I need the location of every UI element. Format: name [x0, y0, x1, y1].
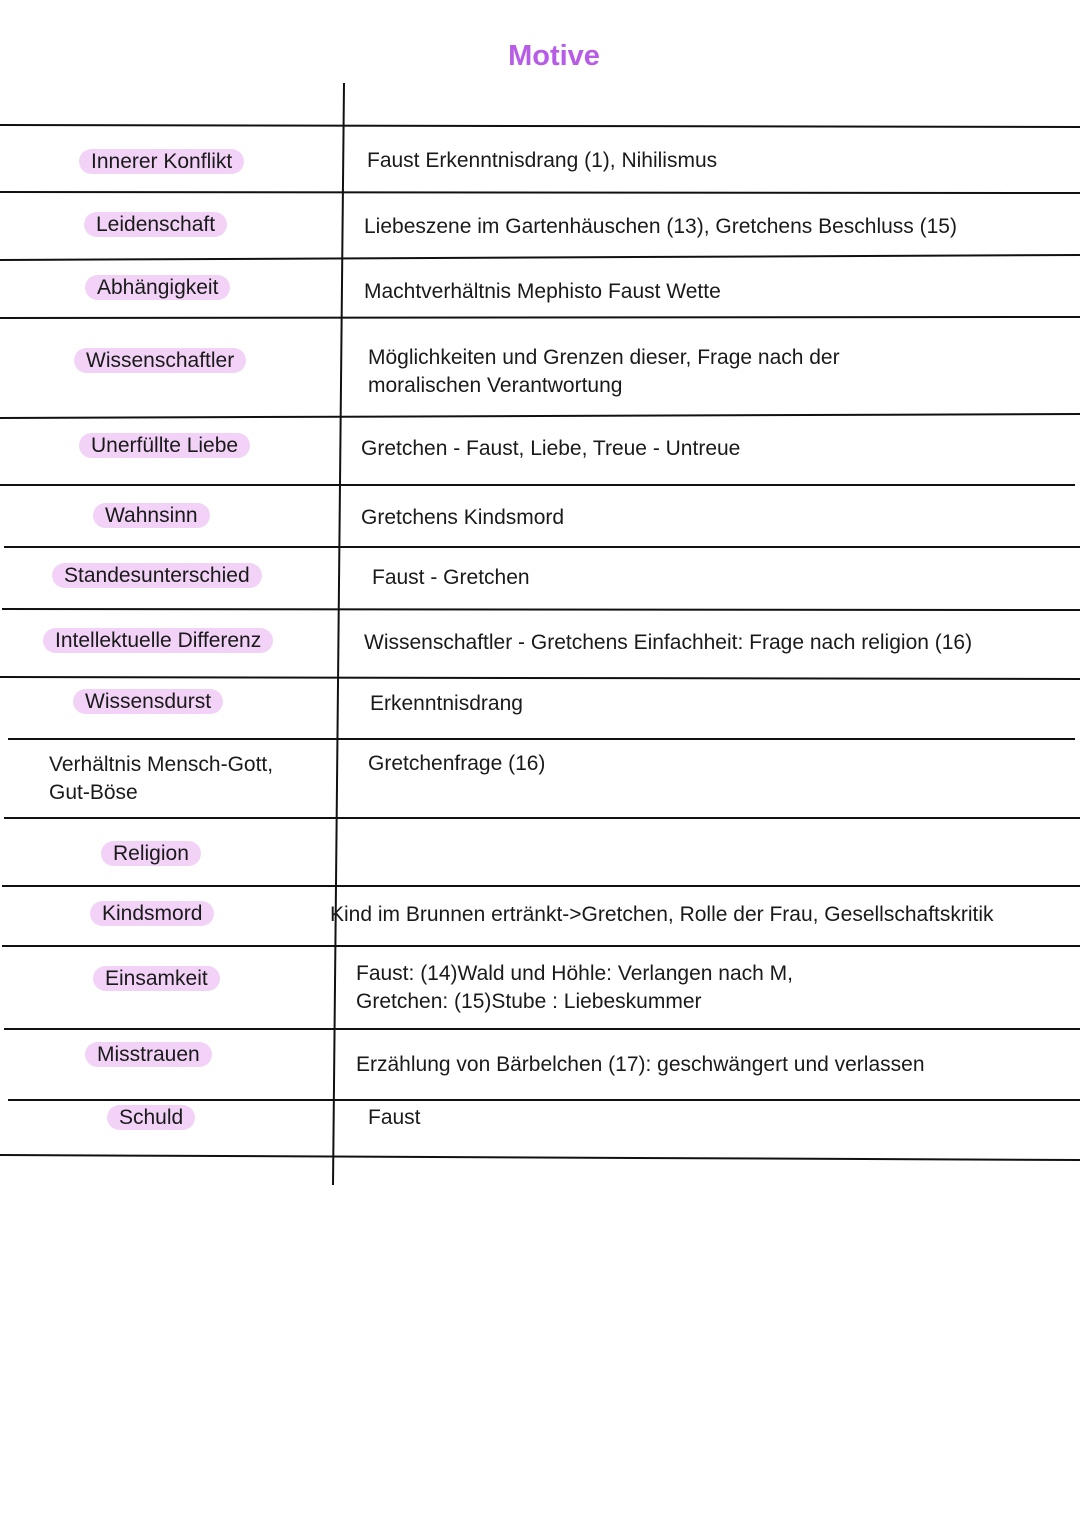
- motive-label: Leidenschaft: [84, 211, 227, 239]
- motive-label: Standesunterschied: [52, 562, 262, 590]
- motive-description-line2: Gretchen: (15)Stube : Liebeskummer: [356, 990, 702, 1013]
- motive-description: Faust: [368, 1106, 421, 1129]
- motive-description: Erkenntnisdrang: [370, 692, 523, 715]
- row-divider: [0, 677, 1080, 679]
- motive-description: Erzählung von Bärbelchen (17): geschwängert und verlassen: [356, 1053, 925, 1076]
- row-divider: [0, 317, 1080, 318]
- row-divider: [0, 1155, 1080, 1160]
- motive-description: Machtverhältnis Mephisto Faust Wette: [364, 280, 721, 303]
- motive-description: Kind im Brunnen ertränkt->Gretchen, Rolle der Frau, Gesellschaftskritik: [330, 903, 994, 926]
- motive-label: Wahnsinn: [93, 502, 210, 530]
- motive-label-line2: Gut-Böse: [49, 781, 138, 804]
- motive-label: Unerfüllte Liebe: [79, 432, 250, 460]
- row-divider: [0, 414, 1080, 418]
- row-divider: [0, 192, 1080, 193]
- motive-label: Abhängigkeit: [85, 274, 230, 302]
- motive-description: Faust Erkenntnisdrang (1), Nihilismus: [367, 149, 718, 172]
- column-divider: [333, 83, 344, 1185]
- motive-description: Faust - Gretchen: [372, 566, 530, 589]
- row-divider: [2, 609, 1080, 610]
- motive-description: Liebeszene im Gartenhäuschen (13), Gretchens Beschluss (15): [364, 215, 957, 238]
- row-divider: [0, 255, 1080, 260]
- motive-label: Verhältnis Mensch-Gott,: [49, 753, 274, 776]
- motive-description: Gretchen - Faust, Liebe, Treue - Untreue: [361, 437, 741, 460]
- motive-label: Innerer Konflikt: [79, 148, 244, 176]
- page-title: Motive: [508, 40, 600, 72]
- motive-label: Intellektuelle Differenz: [43, 627, 273, 655]
- motive-description-line2: moralischen Verantwortung: [368, 374, 623, 397]
- motive-description: Gretchens Kindsmord: [361, 506, 565, 529]
- motive-label: Kindsmord: [90, 900, 214, 928]
- motive-label: Wissenschaftler: [74, 347, 246, 375]
- motive-label: Religion: [101, 840, 201, 868]
- row-divider: [0, 125, 1080, 127]
- motive-description: Möglichkeiten und Grenzen dieser, Frage nach der: [368, 346, 840, 369]
- motive-label: Misstrauen: [85, 1041, 212, 1069]
- motive-label: Einsamkeit: [93, 965, 220, 993]
- motive-description: Faust: (14)Wald und Höhle: Verlangen nach M,: [356, 962, 793, 985]
- motive-label: Schuld: [107, 1104, 195, 1132]
- motive-label: Wissensdurst: [73, 688, 223, 716]
- motive-description: Wissenschaftler - Gretchens Einfachheit: Frage nach religion (16): [364, 631, 973, 654]
- motive-description: Gretchenfrage (16): [368, 752, 546, 775]
